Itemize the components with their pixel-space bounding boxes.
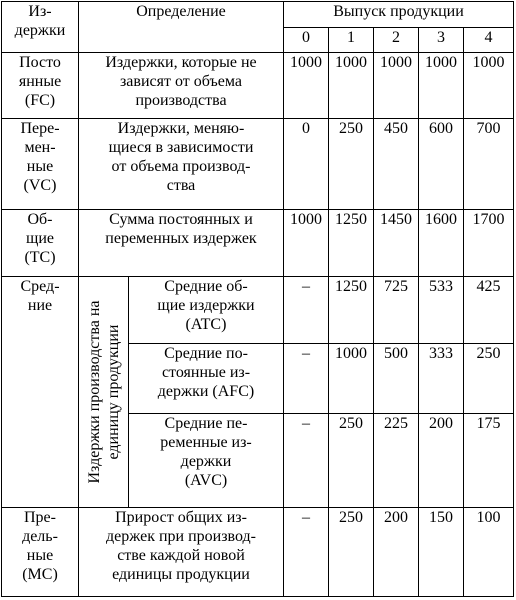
value-cell: 425 [464,276,514,343]
row-definition: Издержки, меняю- щиеся в зависимости от объема производ- ства [79,119,284,210]
value-cell: 150 [419,508,464,597]
output-4: 4 [464,27,514,53]
value-cell: 725 [374,276,419,343]
row-definition: Сумма постоянных и переменных издержек [79,209,284,276]
cost-table [1,1,514,597]
row-name: Пере- мен- ные (VC) [2,119,79,210]
value-cell: 333 [419,343,464,413]
value-cell: 250 [464,343,514,413]
value-cell: 1000 [329,343,374,413]
value-cell: 1450 [374,209,419,276]
value-cell: 600 [419,119,464,210]
value-cell: – [284,508,329,597]
row-mc [2,508,514,597]
value-cell: – [284,413,329,508]
value-cell: – [284,343,329,413]
value-cell: – [284,276,329,343]
value-cell: 1000 [284,209,329,276]
value-cell: 100 [464,508,514,597]
value-cell: 200 [374,508,419,597]
row-subname: Средние об- щие издержки (ATC) [129,276,284,343]
row-name: Посто янные (FC) [2,53,79,119]
value-cell: 1250 [329,209,374,276]
row-name: Сред- ние [2,276,79,508]
header-output: Выпуск продукции [284,2,514,28]
value-cell: 1600 [419,209,464,276]
per-unit-group-label: Издержки производства на единицу продукции [85,300,122,484]
value-cell: 1000 [374,53,419,119]
output-0: 0 [284,27,329,53]
row-definition: Издержки, которые не зависят от объема производства [79,53,284,119]
row-tc [2,209,514,276]
output-1: 1 [329,27,374,53]
value-cell: 450 [374,119,419,210]
value-cell: 175 [464,413,514,508]
row-name: Пре- дель- ные (MC) [2,508,79,597]
value-cell: 1000 [329,53,374,119]
value-cell: 1250 [329,276,374,343]
value-cell: 500 [374,343,419,413]
row-atc [2,276,514,343]
row-subname: Средние пе- ременные из- держки (AVC) [129,413,284,508]
header-costs: Из- держки [2,2,79,53]
value-cell: 533 [419,276,464,343]
value-cell: 1700 [464,209,514,276]
row-subname: Средние по- стоянные из- держки (AFC) [129,343,284,413]
value-cell: 225 [374,413,419,508]
row-fc [2,53,514,119]
value-cell: 200 [419,413,464,508]
value-cell: 1000 [419,53,464,119]
row-vc [2,119,514,210]
header-definition: Определение [79,2,284,53]
row-definition: Прирост общих из- держек при производ- стве каждой новой единицы продукции [79,508,284,597]
output-3: 3 [419,27,464,53]
value-cell: 700 [464,119,514,210]
value-cell: 0 [284,119,329,210]
value-cell: 250 [329,119,374,210]
value-cell: 1000 [464,53,514,119]
output-2: 2 [374,27,419,53]
row-name: Об- щие (TC) [2,209,79,276]
value-cell: 1000 [284,53,329,119]
value-cell: 250 [329,508,374,597]
value-cell: 250 [329,413,374,508]
per-unit-group [79,276,129,508]
